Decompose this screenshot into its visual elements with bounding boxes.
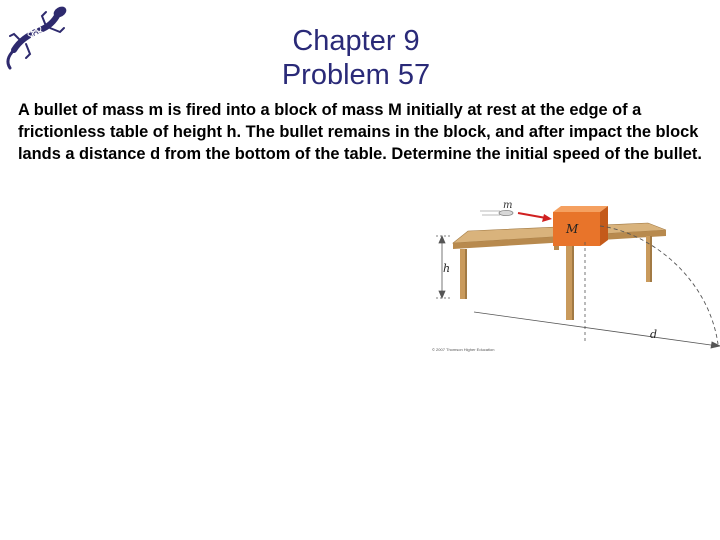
slide-title bbox=[200, 24, 512, 92]
bullet-icon bbox=[499, 210, 513, 215]
title-chapter: Chapter 9 bbox=[292, 25, 420, 57]
label-bullet-mass: m bbox=[503, 200, 513, 211]
trajectory-arc bbox=[600, 226, 718, 344]
block bbox=[553, 206, 608, 246]
block-top bbox=[553, 206, 608, 212]
lizard-logo-icon bbox=[0, 0, 72, 72]
figure-credit: © 2007 Thomson Higher Education bbox=[432, 347, 495, 352]
label-block-mass: M bbox=[566, 222, 579, 236]
bullet-motion-lines bbox=[480, 211, 500, 215]
title-problem: Problem 57 bbox=[281, 59, 431, 91]
label-height: h bbox=[443, 262, 451, 275]
physics-figure bbox=[428, 196, 720, 358]
velocity-arrow-icon bbox=[518, 213, 552, 222]
distance-dimension bbox=[474, 312, 720, 348]
label-distance: d bbox=[650, 328, 658, 341]
problem-statement: A bullet of mass m is fired into a block of mass M initially at rest at the edge of a frictionless table of height h. The bullet remains in the block, and after impact the block lands a distance d from the bottom of the table. Determine the initial speed of the bullet. bbox=[18, 101, 702, 163]
